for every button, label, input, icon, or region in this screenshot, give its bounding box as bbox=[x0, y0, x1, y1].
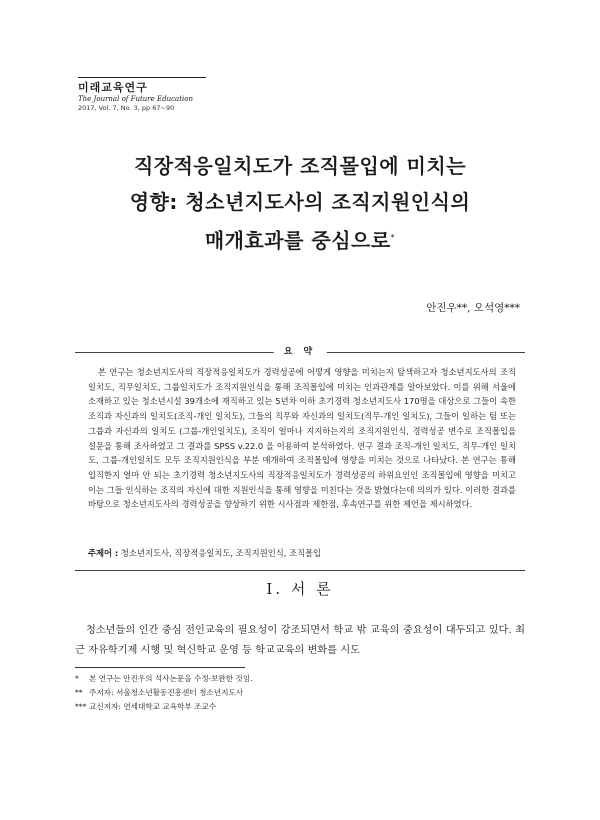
footnote-rule bbox=[75, 667, 245, 668]
footnotes bbox=[75, 672, 535, 714]
section-heading: Ⅰ. 서 론 bbox=[266, 580, 334, 598]
footnote-1-mark: * bbox=[75, 674, 79, 683]
footnote-2-text: 주저자: 서울청소년활동진흥센터 청소년지도사 bbox=[89, 688, 244, 697]
keywords-text: 청소년지도사, 직장적응일치도, 조직지원인식, 조직몰입 bbox=[120, 548, 322, 558]
journal-volume-info: 2017, Vol. 7, No. 3, pp 67~90 bbox=[78, 104, 175, 112]
abstract-body: 본 연구는 청소년지도사의 직장적응일치도가 경력성공에 어떻게 영향을 미치는지 탐색하고자 청소년지도사의 조직일치도, 직무일치도, 그룹일치도가 조직지원인식을 통해 조직몰입에 미치는 인과관계를 알아보았다. 이를 위해 서울에 소재하고 있는 청소년시설 39개소에 재직하고 있는 5년차 이하 초기경력 청소년지도사 170명을 대상으로 그들이 속한 조직과 자신과의 일치도(조직-개인 일치도), 그들의 직무와 자신과의 일치도(직무-개인 일치도), 그들이 일하는 팀 또는 그룹과 자신과의 일치도 (그룹-개인일치도), 조직이 얼마나 지지하는지의 조직지원인식, 경력성공 변수로 조직몰입을 설문을 통해 조사하였고 그 결과를 SPSS v.22.0 을 이용하여 분석하였다. 연구 결과 조직-개인 일치도, 직무-개인 일치도, 그룹-개인일치도 모두 조직지원인식을 부분 매개하여 조직몰입에 영향을 미치는 것으로 나타났다. 본 연구는 통해 입직한지 얼마 안 되는 초기경력 청소년지도사의 직장적응일치도가 경력성공의 하위요인인 조직몰입에 영향을 미치고 이는 그들 인식하는 조직의 자신에 대한 지원인식을 통해 영향을 미친다는 것을 밝혔다는데 의의가 있다. 이러한 결과를 바탕으로 청소년지도사의 경력성공을 향상하기 위한 시사점과 제한점, 후속연구를 위한 제언을 제시하였다. bbox=[88, 367, 516, 510]
journal-header bbox=[78, 77, 206, 113]
abstract-bottom-rule bbox=[75, 570, 525, 571]
footnote-3-text: 교신저자: 연세대학교 교육학부 조교수 bbox=[89, 702, 217, 711]
footnote-2-mark: ** bbox=[75, 688, 83, 697]
footnote-1-text: 본 연구는 안진우의 석사논문을 수정·보완한 것임. bbox=[89, 674, 253, 683]
footnote-1 bbox=[75, 672, 535, 686]
title-line-1: 직장적응일치도가 조직몰입에 미치는 bbox=[133, 154, 467, 178]
journal-name-english: The Journal of Future Education bbox=[78, 95, 193, 103]
title-footnote-mark: * bbox=[390, 233, 396, 242]
abstract-heading-label: 요 약 bbox=[274, 346, 327, 358]
authors: 안진우**, 오석영*** bbox=[426, 302, 520, 314]
title-line-2: 영향: 청소년지도사의 조직지원인식의 bbox=[129, 190, 471, 214]
keywords-label: 주제어 : bbox=[88, 548, 119, 558]
footnote-2 bbox=[75, 686, 535, 700]
paper-title bbox=[60, 148, 540, 259]
footnote-3-mark: *** bbox=[75, 702, 87, 711]
title-line-3 bbox=[60, 220, 540, 259]
intro-paragraph: 청소년들의 인간 중심 전인교육의 필요성이 강조되면서 학교 밖 교육의 중요성이 대두되고 있다. 최근 자유학기제 시행 및 혁신학교 운영 등 학교교육의 변화를 시도 bbox=[75, 625, 525, 656]
journal-name-korean: 미래교육연구 bbox=[78, 81, 148, 94]
footnote-3 bbox=[75, 700, 535, 714]
abstract-heading bbox=[75, 346, 525, 358]
title-line-3-text: 매개효과를 중심으로 bbox=[204, 228, 391, 253]
keywords bbox=[88, 547, 516, 559]
